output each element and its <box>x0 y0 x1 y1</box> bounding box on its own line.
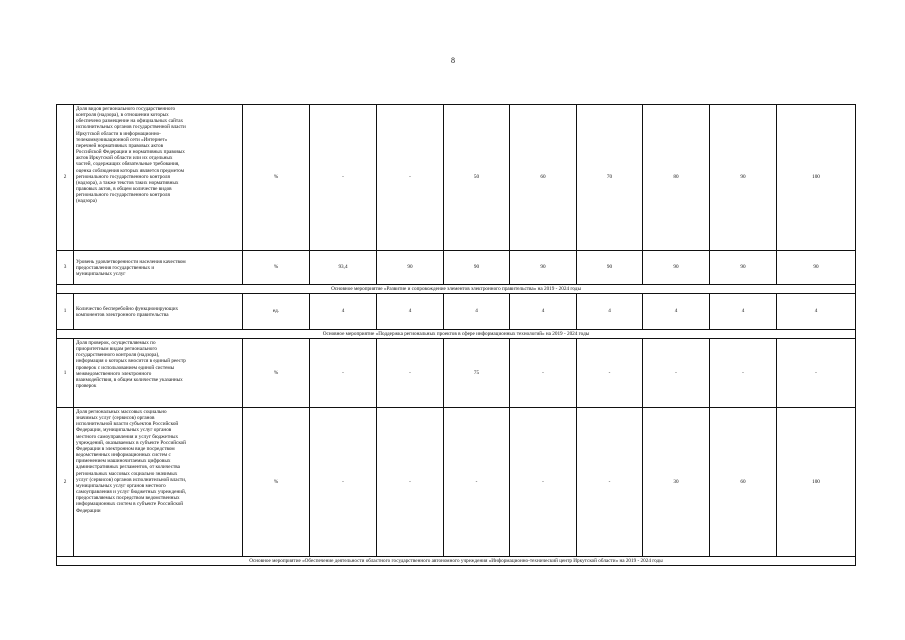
value-cell: 4 <box>710 294 777 330</box>
value-cell: 90 <box>377 251 444 285</box>
value-cell: 4 <box>310 294 377 330</box>
section-row <box>57 330 856 339</box>
value-cell: - <box>310 339 377 408</box>
value-cell: 50 <box>444 105 510 251</box>
value-cell: - <box>310 105 377 251</box>
value-cell: - <box>510 408 577 557</box>
section-title: Основное мероприятие «Поддержка региональных проектов в сфере информационных технологий» на 2019 - 2024 годы <box>57 330 856 339</box>
indicator-name: Доля проверок, осуществляемых по приоритетным видам регионального государственного контроля (надзора), информация о которых вносится в единый реестр проверок с использованием единой системы межведомственного электронного взаимодействия, в общем количестве указанных проверок <box>74 339 243 408</box>
value-cell: - <box>310 408 377 557</box>
page-number: 8 <box>451 56 455 65</box>
row-number: 2 <box>57 408 74 557</box>
value-cell: 100 <box>777 408 856 557</box>
value-cell: 4 <box>577 294 643 330</box>
value-cell: 60 <box>710 408 777 557</box>
value-cell: 4 <box>444 294 510 330</box>
value-cell: 70 <box>577 105 643 251</box>
section-row <box>57 557 856 566</box>
unit-cell: ед. <box>243 294 310 330</box>
unit-cell: % <box>243 408 310 557</box>
indicator-row <box>57 294 856 330</box>
value-cell: 90 <box>777 251 856 285</box>
value-cell: 100 <box>777 105 856 251</box>
value-cell: 4 <box>377 294 444 330</box>
indicator-row <box>57 339 856 408</box>
section-row <box>57 285 856 294</box>
value-cell: - <box>510 339 577 408</box>
value-cell: 30 <box>643 408 710 557</box>
row-number: 1 <box>57 339 74 408</box>
section-title: Основное мероприятие «Обеспечение деятельности областного государственного автономного учреждения «Информационно-технический центр Иркутской области» на 2019 - 2024 годы <box>57 557 856 566</box>
value-cell: 80 <box>643 105 710 251</box>
value-cell: 90 <box>710 251 777 285</box>
value-cell: 90 <box>710 105 777 251</box>
indicator-name: Доля видов регионального государственного контроля (надзора), в отношении которых обеспечено размещение на официальных сайтах исполнительных органов государственной власти Иркутской области в информационно- телекоммуникационной сети «Интернет» перечней нормативных правовых актов Российской Федерации и нормативных правовых актов Иркутской области или их отдельных частей, содержащих обязательные требования, оценка соблюдения которых является предметом регионального государственного контроля (надзора), а также текстов таких нормативных правовых актов, в общем количестве видов регионального государственного контроля (надзора) <box>74 105 243 251</box>
value-cell: 90 <box>643 251 710 285</box>
row-number: 2 <box>57 105 74 251</box>
value-cell: 60 <box>510 105 577 251</box>
row-number: 3 <box>57 251 74 285</box>
value-cell: 4 <box>777 294 856 330</box>
value-cell: 90 <box>444 251 510 285</box>
value-cell: - <box>643 339 710 408</box>
indicators-table <box>56 104 856 566</box>
value-cell: 93,4 <box>310 251 377 285</box>
indicator-name: Количество бесперебойно функционирующих компонентов электронного правительства <box>74 294 243 330</box>
row-number: 1 <box>57 294 74 330</box>
indicator-row <box>57 251 856 285</box>
unit-cell: % <box>243 105 310 251</box>
unit-cell: % <box>243 251 310 285</box>
indicator-row <box>57 105 856 251</box>
value-cell: - <box>377 339 444 408</box>
value-cell: 90 <box>577 251 643 285</box>
indicator-name: Уровень удовлетворенности населения качеством предоставления государственных и муниципальных услуг <box>74 251 243 285</box>
value-cell: - <box>577 339 643 408</box>
indicator-name: Доля региональных массовых социально значимых услуг (сервисов) органов исполнительной власти субъектов Российской Федерации, муниципальных услуг органов местного самоуправления и услуг бюджетных учреждений, оказываемых в субъекте Российской Федерации в электронном виде посредством ведомственных информационных систем с применением машиночитаемых цифровых административных регламентов, от количества региональных массовых социально значимых услуг (сервисов) органов исполнительной власти, муниципальных услуг органов местного самоуправления и услуг бюджетных учреждений, предоставляемых посредством ведомственных информационных систем в субъекте Российской Федерации <box>74 408 243 557</box>
value-cell: - <box>577 408 643 557</box>
value-cell: 75 <box>444 339 510 408</box>
value-cell: 4 <box>643 294 710 330</box>
value-cell: 90 <box>510 251 577 285</box>
value-cell: - <box>444 408 510 557</box>
value-cell: - <box>377 105 444 251</box>
value-cell: - <box>377 408 444 557</box>
value-cell: - <box>710 339 777 408</box>
value-cell: - <box>777 339 856 408</box>
section-title: Основное мероприятие «Развитие и сопровождение элементов электронного правительства» на 2019 - 2024 годы <box>57 285 856 294</box>
value-cell: 4 <box>510 294 577 330</box>
indicator-row <box>57 408 856 557</box>
unit-cell: % <box>243 339 310 408</box>
